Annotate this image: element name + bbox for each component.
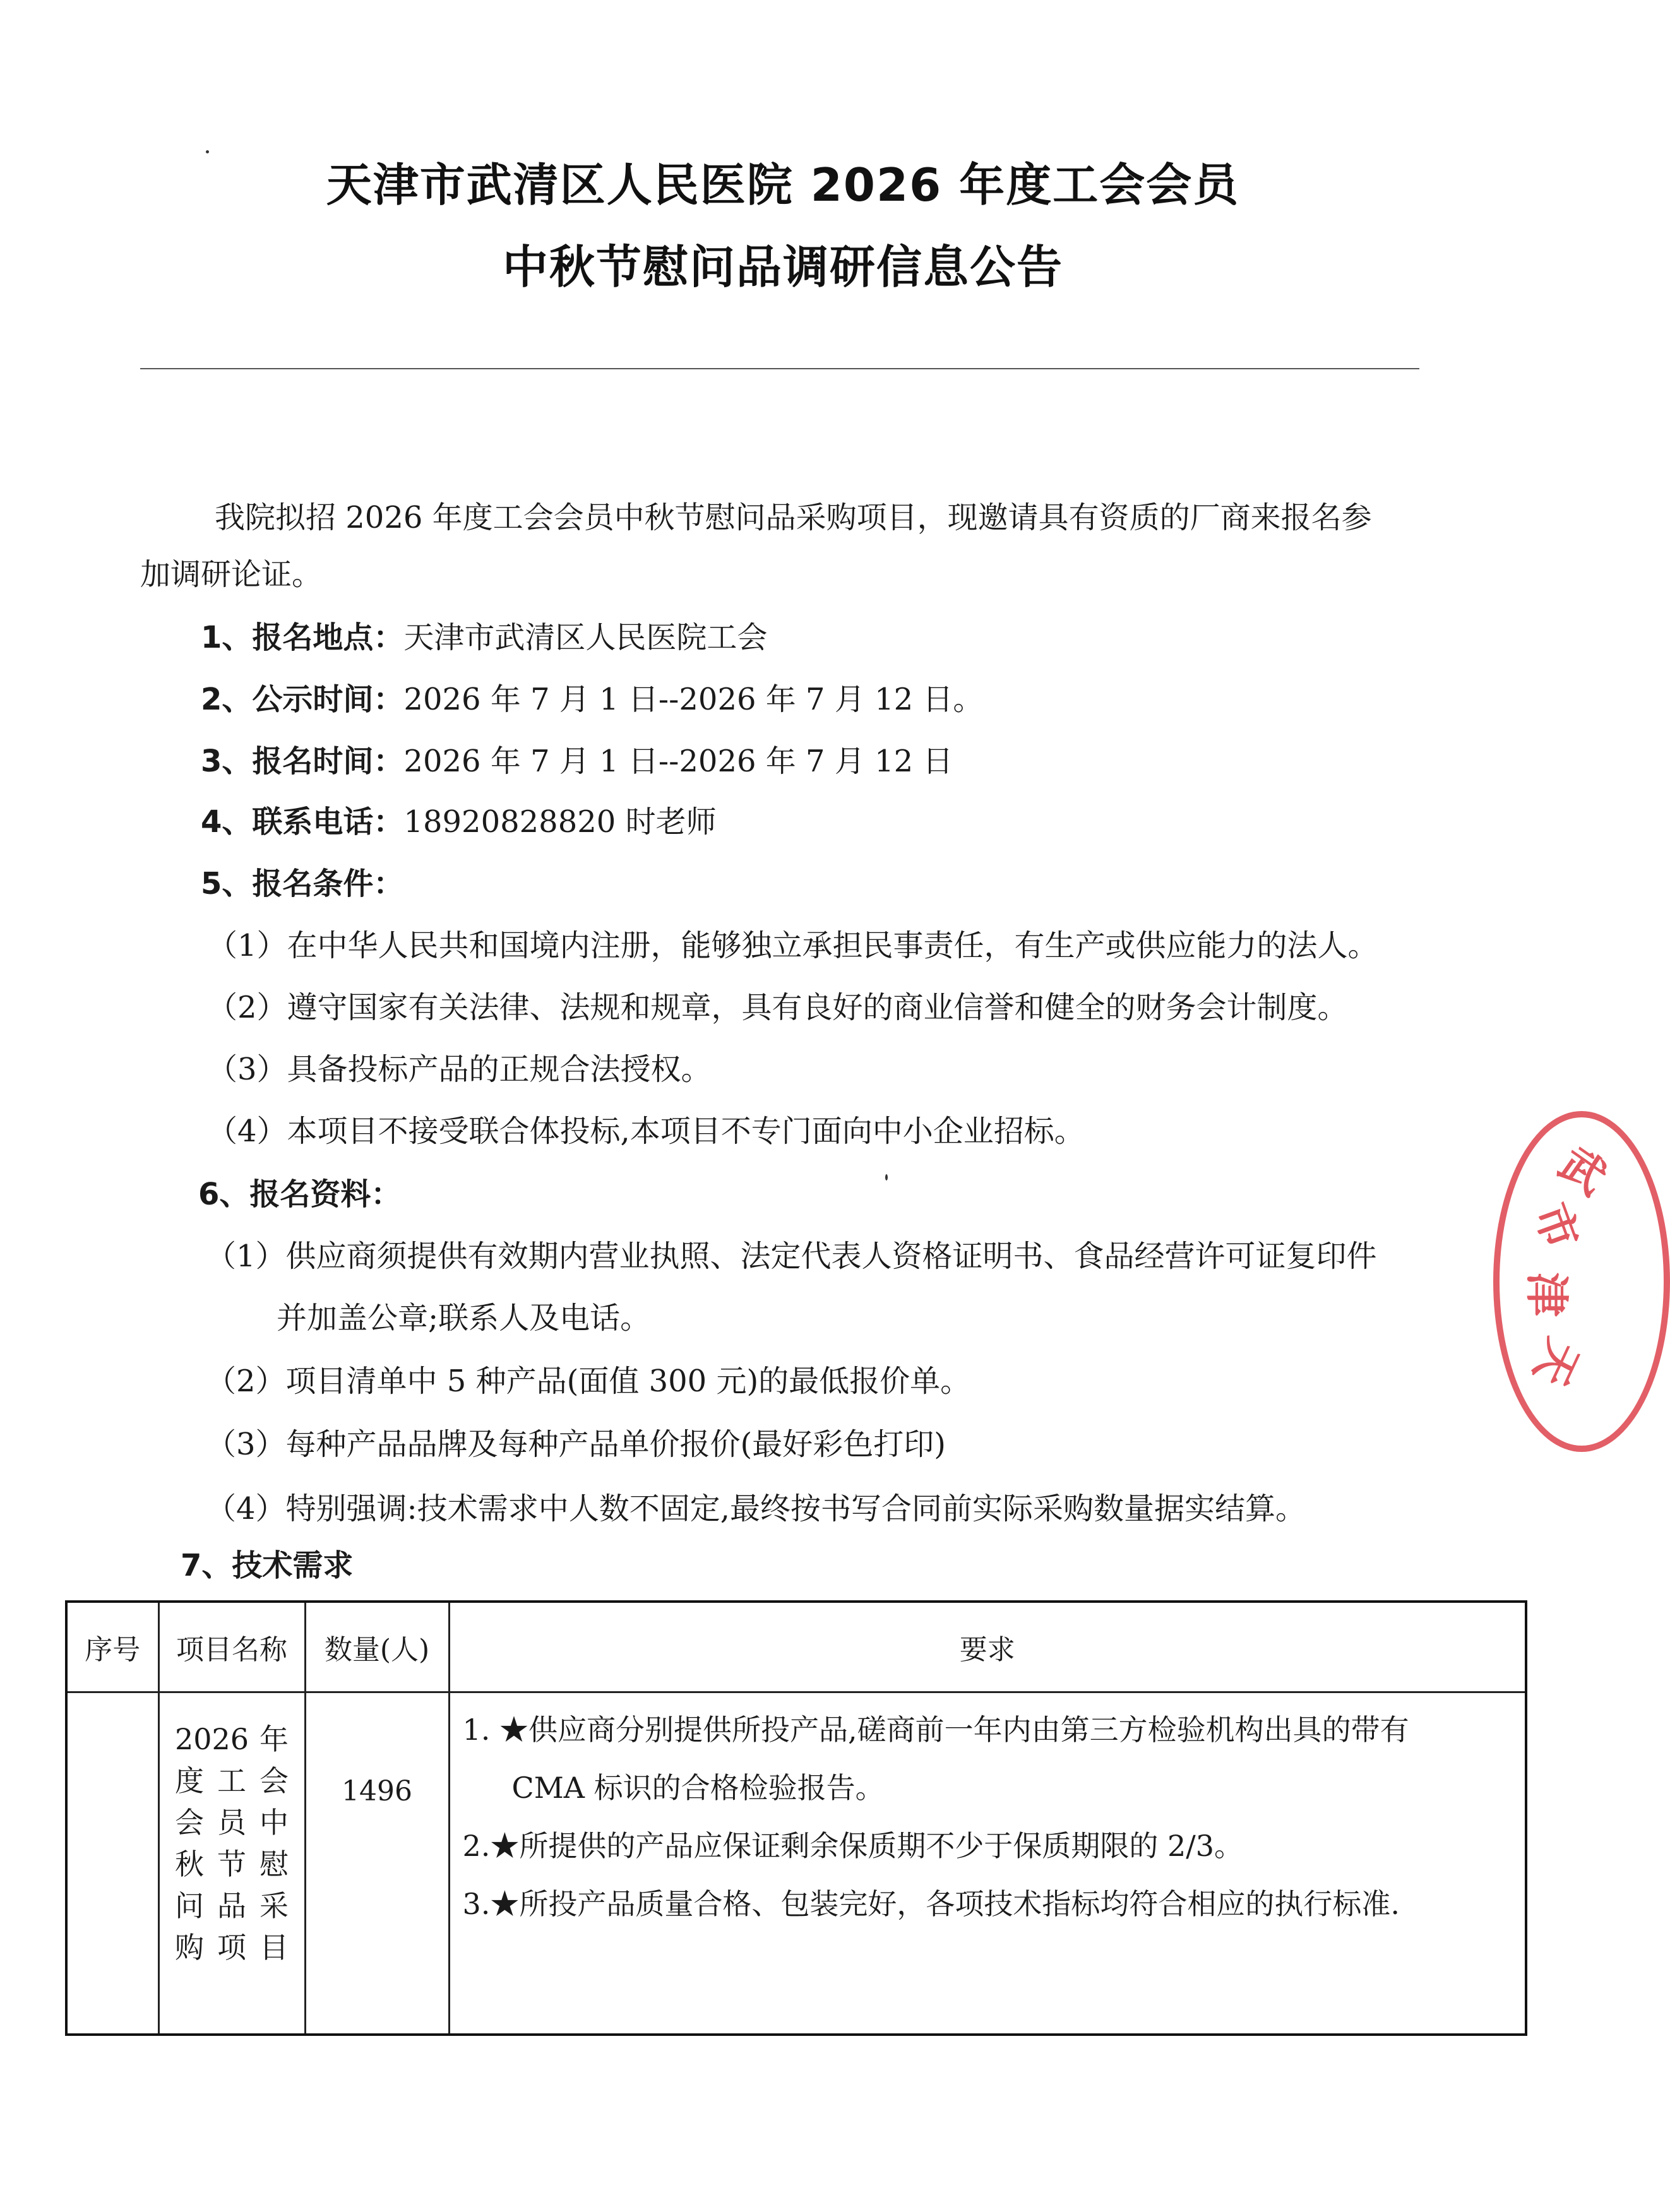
header-requirements: 要求 xyxy=(449,1602,1526,1692)
item-publicity xyxy=(201,681,983,718)
header-quantity: 数量(人) xyxy=(305,1602,449,1692)
header-name: 项目名称 xyxy=(158,1602,305,1692)
material-1-line2: 并加盖公章;联系人及电话。 xyxy=(277,1300,651,1336)
header-index: 序号 xyxy=(66,1602,158,1692)
intro-line2: 加调研论证。 xyxy=(140,557,323,592)
item-phone xyxy=(201,803,717,841)
requirement-2: 2.★所提供的产品应保证剩余保质期不少于保质期限的 2/3。 xyxy=(462,1829,1244,1863)
item-location-label: 1、报名地点： xyxy=(201,620,404,655)
seal-char-2: 市 xyxy=(1524,1196,1589,1256)
scan-speck xyxy=(885,1174,888,1180)
item-phone-value: 18920828820 时老师 xyxy=(403,804,717,840)
cell-index xyxy=(66,1692,158,2035)
cell-requirements xyxy=(449,1692,1526,2035)
requirement-1-line2: CMA 标识的合格检验报告。 xyxy=(511,1771,885,1805)
requirement-1-line1: 1. ★供应商分别提供所投产品,磋商前一年内由第三方检验机构出具的带有 xyxy=(462,1713,1409,1747)
table-row xyxy=(66,1692,1526,2035)
material-3: （3）每种产品品牌及每种产品单价报价(最好彩色打印) xyxy=(206,1427,946,1462)
tech-heading: 7、技术需求 xyxy=(181,1548,354,1583)
title-divider xyxy=(140,368,1419,369)
seal-char-4: 天 xyxy=(1524,1331,1589,1394)
item-registration-label: 3、报名时间： xyxy=(201,744,404,779)
item-location-value: 天津市武清区人民医院工会 xyxy=(403,620,768,655)
condition-1: （1）在中华人民共和国境内注册，能够独立承担民事责任，有生产或供应能力的法人。 xyxy=(207,928,1378,963)
item-registration xyxy=(201,742,953,780)
item-phone-label: 4、联系电话： xyxy=(201,804,404,840)
table-header-row xyxy=(66,1602,1526,1692)
condition-2: （2）遵守国家有关法律、法规和规章，具有良好的商业信誉和健全的财务会计制度。 xyxy=(207,990,1348,1025)
item-publicity-label: 2、公示时间： xyxy=(201,682,404,717)
material-1-line1: （1）供应商须提供有效期内营业执照、法定代表人资格证明书、食品经营许可证复印件 xyxy=(206,1239,1377,1274)
materials-heading: 6、报名资料： xyxy=(198,1177,402,1212)
cell-project-name xyxy=(158,1692,305,2035)
intro-line1: 我院拟招 2026 年度工会会员中秋节慰问品采购项目，现邀请具有资质的厂商来报名参 xyxy=(215,500,1372,535)
condition-3: （3）具备投标产品的正规合法授权。 xyxy=(207,1052,712,1087)
document-title-line1: 天津市武清区人民医院 2026 年度工会会员 xyxy=(326,158,1240,211)
requirement-3: 3.★所投产品质量合格、包装完好，各项技术指标均符合相应的执行标准. xyxy=(462,1887,1400,1921)
conditions-heading: 5、报名条件： xyxy=(201,866,404,901)
item-location xyxy=(201,619,767,657)
document-title-line2: 中秋节慰问品调研信息公告 xyxy=(502,241,1063,294)
seal-char-3: 津 xyxy=(1520,1272,1573,1317)
official-seal xyxy=(1493,1111,1670,1452)
seal-char-1: 武 xyxy=(1549,1137,1616,1205)
item-registration-value: 2026 年 7 月 1 日--2026 年 7 月 12 日 xyxy=(403,744,953,779)
item-publicity-value: 2026 年 7 月 1 日--2026 年 7 月 12 日。 xyxy=(403,682,984,717)
cell-quantity: 1496 xyxy=(305,1692,449,2035)
tech-requirements-table xyxy=(65,1600,1527,2036)
condition-4: （4）本项目不接受联合体投标,本项目不专门面向中小企业招标。 xyxy=(207,1114,1085,1149)
material-2: （2）项目清单中 5 种产品(面值 300 元)的最低报价单。 xyxy=(206,1364,971,1399)
material-4: （4）特别强调:技术需求中人数不固定,最终按书写合同前实际采购数量据实结算。 xyxy=(206,1491,1306,1526)
project-name-text: 2026 年度工会会员中秋节慰问品采购项目 xyxy=(175,1722,289,1965)
